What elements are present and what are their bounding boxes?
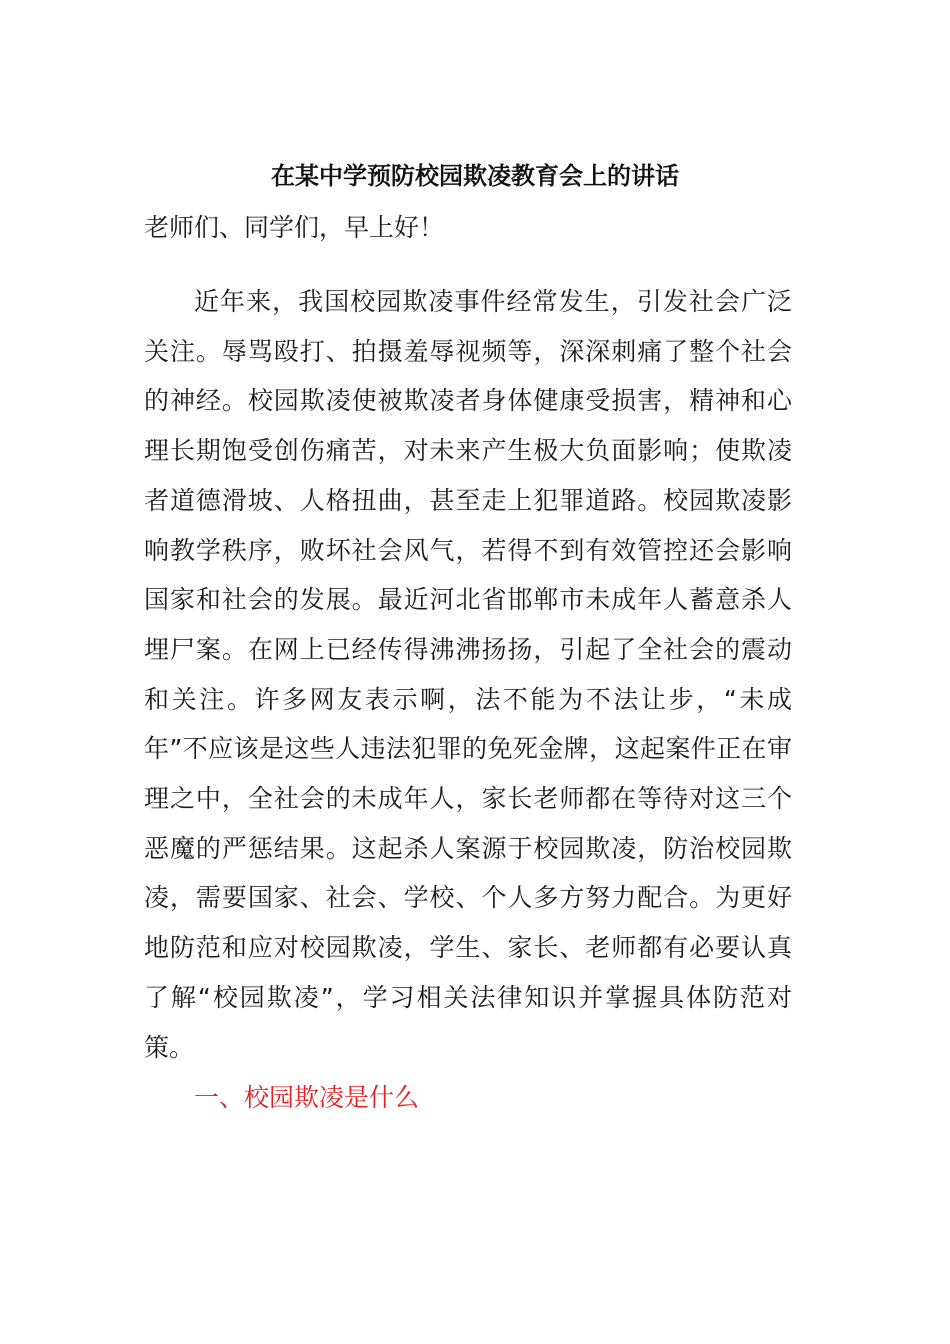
body-paragraph: 近年来，我国校园欺凌事件经常发生，引发社会广泛关注。辱骂殴打、拍摄羞辱视频等，深深刺痛了整个社会的神经。校园欺凌使被欺凌者身体健康受损害，精神和心理长期饱受创伤痛苦，对未来产生极大负面影响；使欺凌者道德滑坡、人格扭曲，甚至走上犯罪道路。校园欺凌影响教学秩序，败坏社会风气，若得不到有效管控还会影响国家和社会的发展。最近河北省邯郸市未成年人蓄意杀人埋尸案。在网上已经传得沸沸扬扬，引起了全社会的震动和关注。许多网友表示啊，法不能为不法让步，“未成年”不应该是这些人违法犯罪的免死金牌，这起案件正在审理之中，全社会的未成年人，家长老师都在等待对这三个恶魔的严惩结果。这起杀人案源于校园欺凌，防治校园欺凌，需要国家、社会、学校、个人多方努力配合。为更好地防范和应对校园欺凌，学生、家长、老师都有必要认真了解“校园欺凌”，学习相关法律知识并掌握具体防范对策。: [144, 287, 792, 1062]
document-title: 在某中学预防校园欺凌教育会上的讲话: [271, 162, 679, 190]
section-heading: 一、校园欺凌是什么: [194, 1083, 420, 1112]
greeting-line: 老师们、同学们，早上好！: [144, 213, 445, 242]
